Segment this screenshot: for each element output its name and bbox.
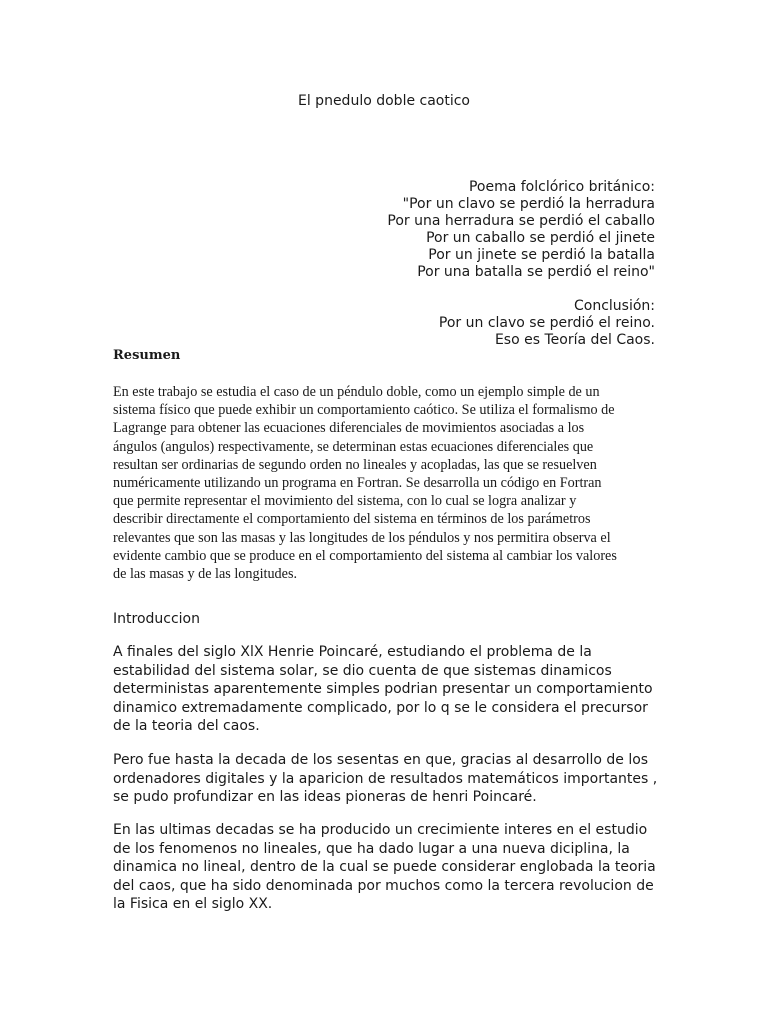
abstract-line: sistema físico que puede exhibir un comportamiento caótico. Se utiliza el formalismo de (113, 402, 615, 419)
paragraph-line: A finales del siglo XlX Henrie Poincaré, estudiando el problema de la (113, 644, 592, 660)
abstract-line: ángulos (angulos) respectivamente, se determinan estas ecuaciones diferenciales que (113, 438, 594, 455)
paragraph-line: En las ultimas decadas se ha producido un crecimiente interes en el estudio (113, 822, 648, 838)
abstract-line: de las masas y de las longitudes. (113, 566, 298, 583)
conclusion-line: Por un clavo se perdió el reino. (438, 315, 655, 331)
epigraph-line: Por una herradura se perdió el caballo (387, 213, 655, 229)
abstract-line: resultan ser ordinarias de segundo orden no lineales y acopladas, las que se resuelven (113, 456, 597, 473)
epigraph-line: "Por un clavo se perdió la herradura (402, 196, 655, 212)
introduction-heading: Introduccion (113, 611, 200, 627)
paragraph-line: del caos, que ha sido denominada por muchos como la tercera revolucion de (113, 877, 654, 894)
introduction-paragraph (113, 751, 673, 807)
abstract-heading: Resumen (113, 348, 181, 363)
paragraph-line: deterministas aparentemente simples podrian presentar un comportamiento (113, 681, 653, 698)
abstract-line: que permite representar el movimiento del sistema, con lo cual se logra analizar y (113, 493, 577, 510)
paragraph-line: de los fenomenos no lineales, que ha dado lugar a una nueva diciplina, la (113, 840, 630, 857)
introduction-paragraph (113, 643, 673, 736)
abstract-line: evidente cambio que se produce en el comportamiento del sistema al cambiar los valores (113, 547, 617, 564)
abstract-paragraph (113, 383, 673, 583)
paragraph-line: dinamica no lineal, dentro de la cual se puede considerar englobada la teoria (113, 859, 656, 876)
abstract-line: En este trabajo se estudia el caso de un péndulo doble, como un ejemplo simple de un (113, 384, 600, 400)
abstract-line: describir directamente el comportamiento del sistema en términos de los parámetros (113, 511, 591, 528)
abstract-line: relevantes que son las masas y las longitudes de los péndulos y nos permitira observa el (113, 529, 611, 546)
epigraph-line: Por un jinete se perdió la batalla (428, 247, 655, 263)
conclusion-line: Eso es Teoría del Caos. (494, 332, 655, 348)
epigraph (387, 179, 655, 349)
paragraph-line: dinamico extremadamente complicado, por lo q se le considera el precursor (113, 699, 648, 716)
epigraph-line: Poema folclórico británico: (468, 179, 655, 195)
conclusion-line: Conclusión: (573, 298, 655, 314)
paragraph-line: la Fisica en el siglo XX. (113, 896, 273, 913)
paragraph-line: de la teoria del caos. (113, 718, 260, 735)
epigraph-line: Por una batalla se perdió el reino" (417, 264, 655, 280)
paragraph-line: se pudo profundizar en las ideas pioneras de henri Poincaré. (113, 789, 537, 806)
paragraph-line: estabilidad del sistema solar, se dio cuenta de que sistemas dinamicos (113, 662, 612, 679)
epigraph-spacer (387, 281, 655, 298)
abstract-line: Lagrange para obtener las ecuaciones diferenciales de movimientos asociadas a los (113, 420, 585, 437)
paragraph-line: ordenadores digitales y la aparicion de resultados matemáticos importantes , (113, 770, 658, 787)
paragraph-line: Pero fue hasta la decada de los sesentas en que, gracias al desarrollo de los (113, 752, 649, 768)
document-title: El pnedulo doble caotico (298, 93, 470, 109)
abstract-line: numéricamente utilizando un programa en Fortran. Se desarrolla un código en Fortran (113, 475, 602, 492)
introduction-paragraph (113, 821, 673, 914)
epigraph-line: Por un caballo se perdió el jinete (426, 230, 655, 246)
